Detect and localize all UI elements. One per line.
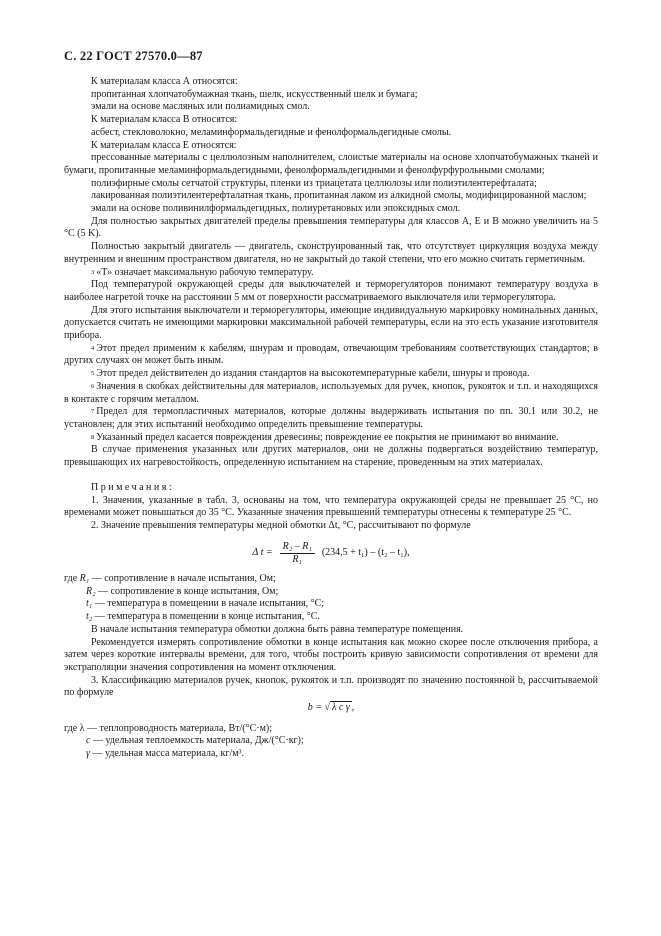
footnote-mark: 8 — [91, 433, 95, 441]
footnote-text: Предел для термопластичных материалов, которые должны выдерживать испытания по пп. 30.1 или 30.2, не установлен; для этих испытаний необходимо определить превышение температуры. — [64, 406, 598, 430]
symbol-c: c — [86, 735, 91, 747]
paragraph: прессованные материалы с целлюлозным наполнителем, слоистые материалы на основе хлопчатобумажных тканей и бумаги, пропитанные меламинформальдегидными, фенолформальдегидными и фенолфурфурольными смолами; — [64, 152, 598, 176]
footnote-mark: 6 — [91, 382, 95, 390]
formula-rest: (234,5 + t₁) – (t₂ – t₁), — [321, 547, 410, 559]
paragraph: Под температурой окружающей среды для выключателей и терморегуляторов понимают температуру воздуха в наиболее нагретой точке на расстоянии 5 мм от поверхности рассматриваемого выключателя или терморегулятора. — [64, 279, 598, 303]
paragraph: К материалам класса В относятся: — [91, 114, 238, 126]
paragraph: К материалам класса Е относятся: — [91, 139, 237, 151]
formula-fraction — [280, 541, 315, 567]
where-text: — температура в помещении в конце испытания, °С. — [94, 611, 320, 623]
symbol-t2: t₂ — [86, 611, 93, 623]
paragraph: Для этого испытания выключатели и терморегуляторы, имеющие индивидуальную маркировку номинальных данных, допускается считать не имеющими маркировки максимальной рабочей температуры, если на это есть указание изготовителя прибора. — [64, 304, 598, 342]
note-3: 3. Классификацию материалов ручек, кнопок, рукояток и т.п. производят по значению постоянной b, рассчитываемой по формуле — [64, 674, 598, 699]
where-row-t2 — [64, 611, 598, 624]
spacer — [64, 470, 598, 482]
where-row-c — [64, 735, 598, 748]
where-text: — удельная масса материала, кг/м³. — [92, 748, 245, 760]
paragraph: В начале испытания температура обмотки должна быть равна температуре помещения. — [91, 623, 464, 635]
footnote-4 — [64, 343, 598, 368]
where-text: — температура в помещении в начале испытания, °С; — [94, 598, 325, 610]
paragraph: лакированная полиэтилентерефталатная ткань, пропитанная лаком из алкидной смолы, модифицированной маслом; — [91, 190, 587, 202]
paragraph: полиэфирные смолы сетчатой структуры, пленки из триацетата целлюлозы или полиэтилентерефталата; — [91, 177, 537, 189]
where-row-lambda: где λ — теплопроводность материала, Вт/(°С·м); — [64, 722, 273, 734]
formula-delta-t — [64, 541, 598, 567]
footnote-6 — [64, 381, 598, 406]
symbol-r1: R₁ — [79, 573, 90, 585]
where-row-r1 — [64, 573, 598, 586]
paragraph: Для полностью закрытых двигателей пределы превышения температуры для классов А, Е и В можно увеличить на 5 °С (5 K). — [64, 215, 598, 240]
symbol-t1: t₁ — [86, 598, 93, 610]
where-row-gamma — [64, 748, 598, 761]
paragraph: Полностью закрытый двигатель — двигатель, сконструированный так, что отсутствует циркуляция воздуха между внутренним и внешним пространством двигателя, но не закрытый до такой степени, что его можно считать герметичным. — [64, 241, 598, 265]
paragraph: К материалам класса А относятся: — [91, 76, 238, 87]
formula-denominator: R₁ — [292, 554, 303, 566]
page-header: С. 22 ГОСТ 27570.0—87 — [64, 49, 203, 63]
formula-numerator: R₂ – R₁ — [280, 541, 315, 555]
footnote-8 — [64, 432, 598, 445]
footnote-5 — [64, 368, 598, 381]
paragraph: пропитанная хлопчатобумажная ткань, шелк, искусственный шелк и бумага; — [91, 88, 418, 100]
sqrt-sign: √ — [324, 702, 331, 714]
document-body — [64, 76, 598, 761]
footnote-mark: 3 — [91, 268, 95, 276]
footnote-text: Этот предел действителен до издания стандартов на высокотемпературные кабели, шнуры и провода. — [96, 368, 530, 380]
footnote-7 — [64, 406, 598, 431]
paragraph: асбест, стекловолокно, меламинформальдегидные и фенолформальдегидные смолы. — [91, 126, 452, 138]
formula-lhs: b = — [307, 702, 323, 714]
formula-tail: , — [351, 702, 355, 714]
formula-radicand: λ c γ — [332, 702, 350, 714]
paragraph: эмали на основе масляных или полиамидных смол. — [91, 101, 310, 113]
footnote-3 — [64, 267, 598, 280]
where-row-t1 — [64, 598, 598, 611]
footnote-mark: 7 — [91, 408, 95, 416]
where-text: — сопротивление в начале испытания, Ом; — [91, 573, 276, 585]
formula-b — [64, 702, 598, 715]
where-text: — удельная теплоемкость материала, Дж/(°С·кг); — [92, 735, 304, 747]
symbol-gamma: γ — [86, 748, 90, 760]
footnote-mark: 5 — [91, 370, 95, 378]
note-2: 2. Значение превышения температуры медной обмотки Δt, °С, рассчитывают по формуле — [91, 519, 471, 531]
where-text: — сопротивление в конце испытания, Ом; — [98, 585, 279, 597]
notes-title: Примечания: — [91, 481, 175, 493]
footnote-text: Значения в скобках действительны для материалов, используемых для ручек, кнопок, рукояток и т.п. и находящихся в контакте с горячим металлом. — [64, 380, 598, 405]
footnote-text: Указанный предел касается повреждения древесины; повреждение ее покрытия не принимают во внимание. — [96, 431, 559, 443]
where-label: где — [64, 573, 78, 585]
where-list-1 — [64, 573, 598, 624]
footnote-text: Этот предел применим к кабелям, шнурам и проводам, отвечающим требованиям соответствующих стандартов; в других случаях он может быть иным. — [64, 342, 598, 367]
footnote-mark: 4 — [91, 344, 95, 352]
paragraph: Рекомендуется измерять сопротивление обмотки в конце испытания как можно скорее после отключения прибора, а затем через короткие интервалы времени, для того, чтобы построить кривую зависимости сопротивления от времени для экстраполяции значения сопротивления на момент отключения. — [64, 636, 598, 673]
symbol-r2: R₂ — [86, 585, 96, 597]
paragraph: эмали на основе поливинилформальдегидных, полиуретановых или эпоксидных смол. — [91, 203, 461, 215]
where-row-r2 — [64, 586, 598, 599]
footnote-text: «Т» означает максимальную рабочую температуру. — [96, 266, 314, 278]
formula-lhs: Δ t = — [252, 547, 273, 559]
paragraph: В случае применения указанных или других материалов, они не должны подвергаться воздействию температур, превышающих их нагревостойкость, определенную испытанием на старение, проведенным на этих материалах. — [64, 444, 598, 469]
where-list-2 — [64, 723, 598, 761]
note-1: 1. Значения, указанные в табл. 3, основаны на том, что температура окружающей среды не превышает 25 °С, но временами может повышаться до 35 °С. Указанные значения превышений температуры отнесены к температуре 25 °С. — [64, 494, 598, 519]
